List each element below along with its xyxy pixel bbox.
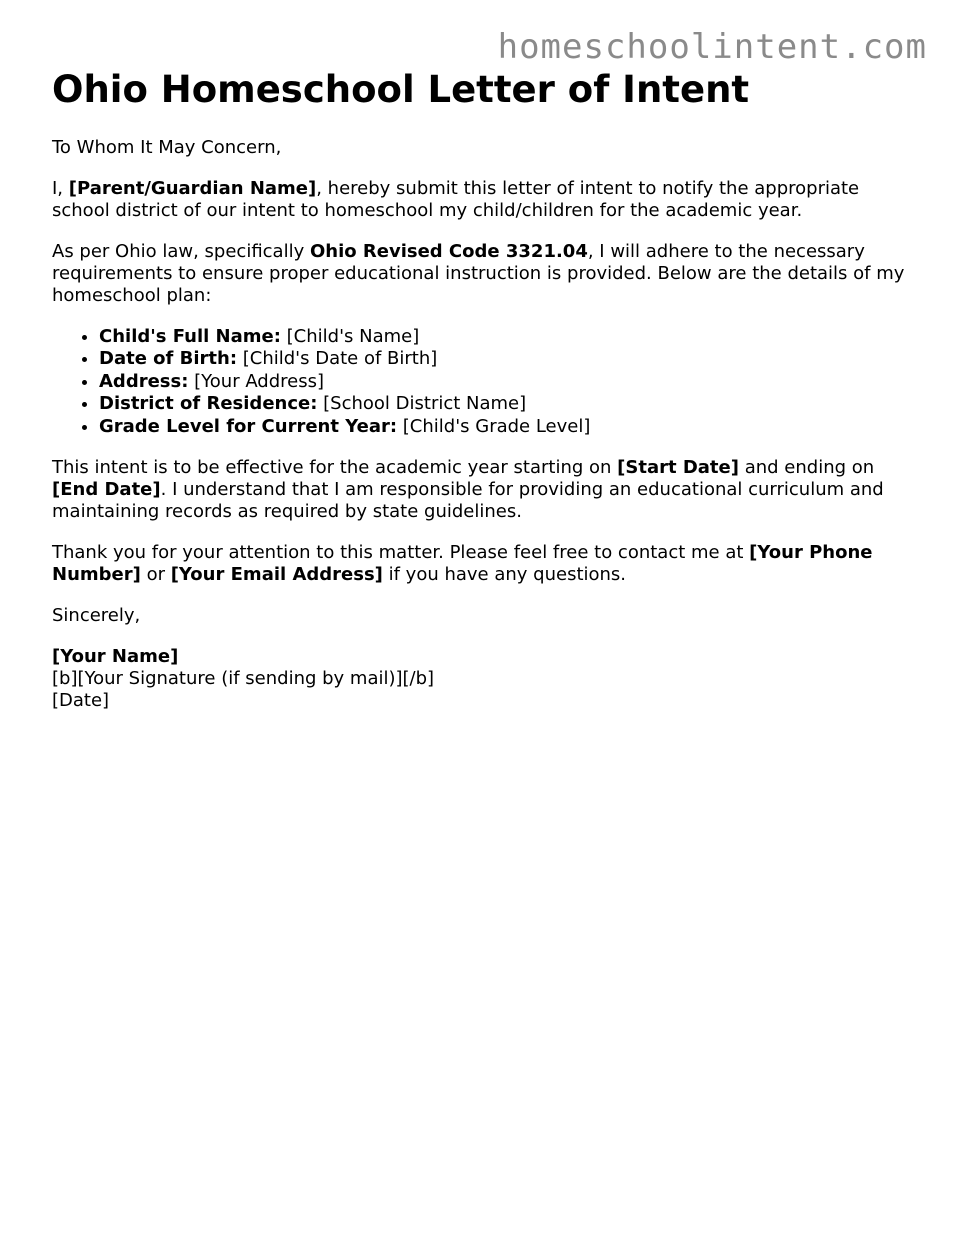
parent-name-placeholder: [Parent/Guardian Name] xyxy=(68,178,317,199)
dates-text-start: This intent is to be effective for the academic year starting on xyxy=(52,457,618,479)
detail-child-name xyxy=(99,326,912,348)
law-paragraph xyxy=(52,241,912,307)
signature-block xyxy=(52,646,912,712)
ohio-code-reference: Ohio Revised Code 3321.04 xyxy=(309,241,588,262)
detail-value: [School District Name] xyxy=(317,393,527,415)
signature-date: [Date] xyxy=(52,690,110,712)
contact-text-end: if you have any questions. xyxy=(382,564,627,586)
intro-paragraph xyxy=(52,178,912,222)
detail-address xyxy=(99,371,912,393)
letter-document xyxy=(52,68,912,712)
intro-text-start: I, xyxy=(52,178,69,199)
signer-name: [Your Name] xyxy=(52,646,179,668)
detail-value: [Child's Date of Birth] xyxy=(237,348,438,370)
detail-value: [Child's Name] xyxy=(280,326,420,347)
contact-paragraph xyxy=(52,542,912,586)
detail-value: [Child's Grade Level] xyxy=(397,415,591,437)
detail-date-of-birth xyxy=(99,348,912,370)
end-date-placeholder: [End Date] xyxy=(52,479,161,501)
detail-district xyxy=(99,393,912,415)
salutation: To Whom It May Concern, xyxy=(52,137,282,158)
detail-grade-level xyxy=(99,416,912,438)
detail-label: Child's Full Name: xyxy=(99,326,281,347)
email-placeholder: [Your Email Address] xyxy=(170,564,383,586)
dates-paragraph xyxy=(52,457,912,523)
detail-label: District of Residence: xyxy=(99,393,318,415)
homeschool-details-list xyxy=(52,326,912,438)
detail-label: Grade Level for Current Year: xyxy=(99,415,398,437)
contact-text-mid: or xyxy=(140,564,171,586)
signature-line: [b][Your Signature (if sending by mail)][/b] xyxy=(52,668,435,690)
detail-label: Date of Birth: xyxy=(99,348,238,370)
dates-text-end: . I understand that I am responsible for providing an educational curriculum and maintaining records as required by state guidelines. xyxy=(52,479,884,523)
closing: Sincerely, xyxy=(52,605,141,627)
intro-text-end: , hereby submit this letter of intent to notify the appropriate school district of our intent to homeschool my child/children for the academic year. xyxy=(52,178,860,221)
law-text-end: , I will adhere to the necessary requirements to ensure proper educational instruction is provided. Below are the details of my homeschool plan: xyxy=(52,241,905,306)
contact-text-start: Thank you for your attention to this matter. Please feel free to contact me at xyxy=(52,542,750,564)
watermark-text: homeschoolintent.com xyxy=(497,27,927,67)
detail-label: Address: xyxy=(99,370,189,392)
dates-text-mid: and ending on xyxy=(738,457,875,479)
start-date-placeholder: [Start Date] xyxy=(617,457,739,479)
phone-placeholder: [Your Phone Number] xyxy=(52,542,873,586)
law-text-start: As per Ohio law, specifically xyxy=(52,241,310,262)
document-title: Ohio Homeschool Letter of Intent xyxy=(52,68,750,111)
detail-value: [Your Address] xyxy=(188,370,325,392)
